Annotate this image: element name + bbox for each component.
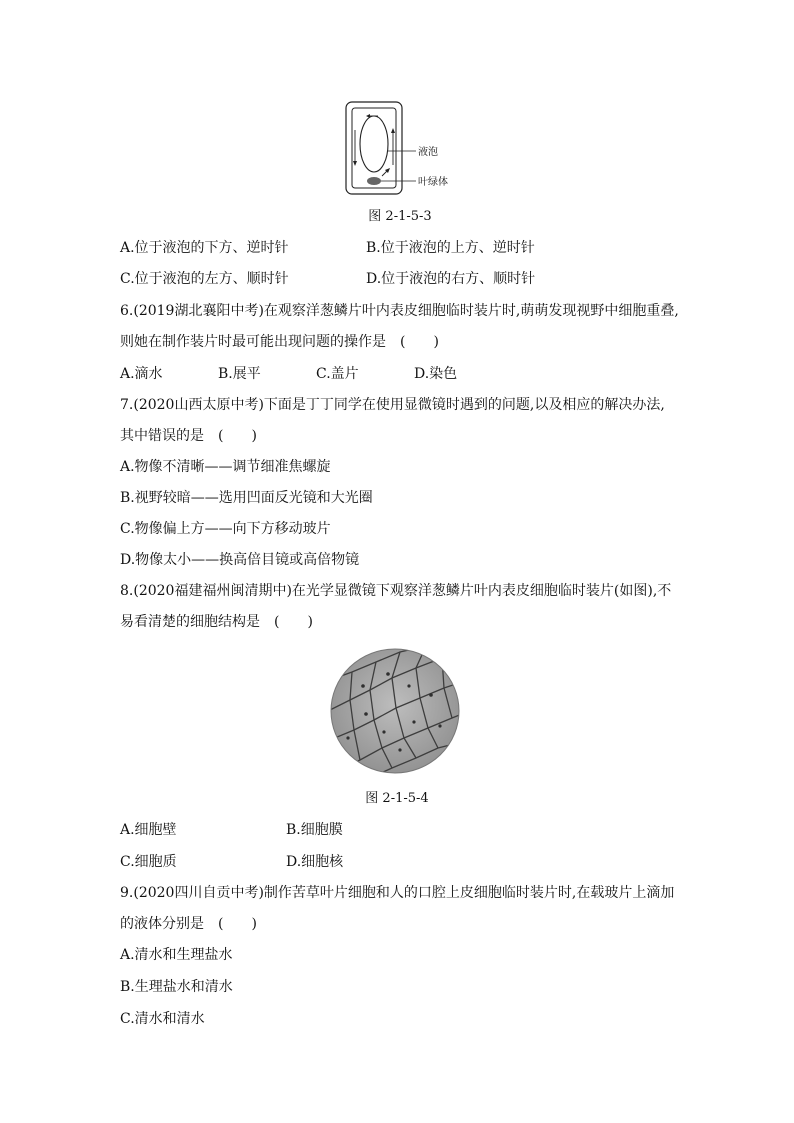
q5-option-b[interactable]: B.位于液泡的上方、逆时针 — [366, 240, 535, 256]
q8-option-b[interactable]: B.细胞膜 — [286, 822, 343, 838]
q9-stem-line2: 的液体分别是 ( ) — [120, 916, 257, 932]
q6-option-d[interactable]: D.染色 — [414, 366, 458, 382]
onion-cells-micrograph — [330, 648, 460, 774]
vacuole-label: 液泡 — [418, 147, 438, 158]
q9-stem-line1: 9.(2020四川自贡中考)制作苦草叶片细胞和人的口腔上皮细胞临时装片时,在载玻片上滴加 — [120, 885, 675, 901]
q8-option-c[interactable]: C.细胞质 — [120, 854, 177, 870]
q9-option-a[interactable]: A.清水和生理盐水 — [120, 947, 233, 963]
q5-option-c[interactable]: C.位于液泡的左方、顺时针 — [120, 271, 289, 287]
q7-option-c[interactable]: C.物像偏上方——向下方移动玻片 — [120, 521, 331, 537]
q7-option-b[interactable]: B.视野较暗——选用凹面反光镜和大光圈 — [120, 490, 373, 506]
q6-stem-line1: 6.(2019湖北襄阳中考)在观察洋葱鳞片叶内表皮细胞临时装片时,萌萌发现视野中细胞重叠, — [120, 303, 679, 319]
q6-option-c[interactable]: C.盖片 — [316, 366, 359, 382]
q5-option-d[interactable]: D.位于液泡的右方、顺时针 — [366, 271, 536, 287]
chloroplast-label: 叶绿体 — [418, 177, 448, 188]
q6-option-a[interactable]: A.滴水 — [120, 366, 163, 382]
figure-caption-2: 图 2-1-5-4 — [365, 791, 429, 806]
q5-option-a[interactable]: A.位于液泡的下方、逆时针 — [120, 240, 289, 256]
q8-stem-line2: 易看清楚的细胞结构是 ( ) — [120, 614, 313, 630]
q9-option-c[interactable]: C.清水和清水 — [120, 1011, 205, 1027]
cell-diagram-figure — [340, 100, 460, 200]
figure-caption-1: 图 2-1-5-3 — [368, 209, 432, 224]
q7-stem-line2: 其中错误的是 ( ) — [120, 428, 257, 444]
q8-option-a[interactable]: A.细胞壁 — [120, 822, 177, 838]
q7-option-d[interactable]: D.物像太小——换高倍目镜或高倍物镜 — [120, 552, 360, 568]
q6-option-b[interactable]: B.展平 — [218, 366, 261, 382]
q9-option-b[interactable]: B.生理盐水和清水 — [120, 979, 233, 995]
q7-option-a[interactable]: A.物像不清晰——调节细准焦螺旋 — [120, 459, 331, 475]
q8-stem-line1: 8.(2020福建福州闽清期中)在光学显微镜下观察洋葱鳞片叶内表皮细胞临时装片(如图),不 — [120, 583, 672, 599]
q6-stem-line2: 则她在制作装片时最可能出现问题的操作是 ( ) — [120, 334, 439, 350]
q7-stem-line1: 7.(2020山西太原中考)下面是丁丁同学在使用显微镜时遇到的问题,以及相应的解决办法, — [120, 397, 665, 413]
q8-option-d[interactable]: D.细胞核 — [286, 854, 344, 870]
